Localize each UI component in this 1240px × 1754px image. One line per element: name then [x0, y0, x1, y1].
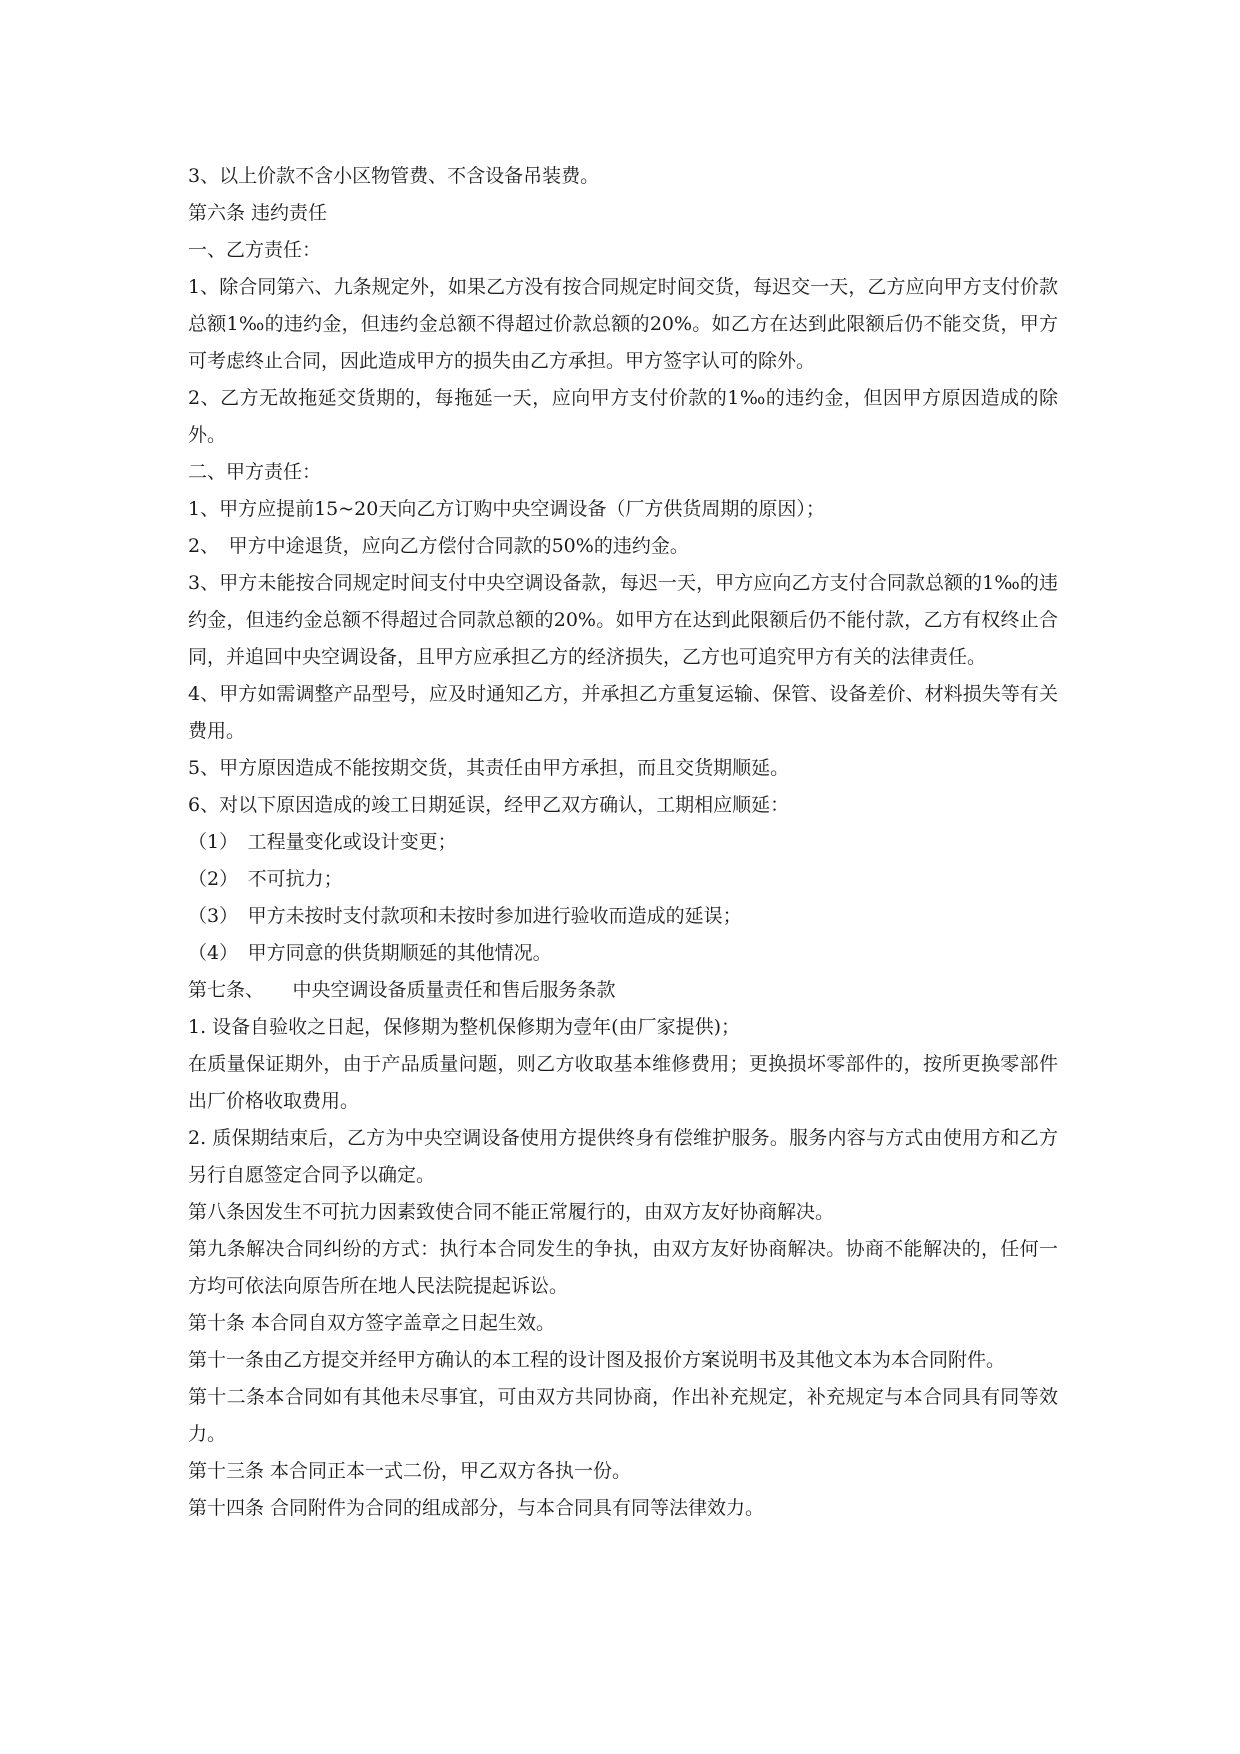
article-10: 第十条 本合同自双方签字盖章之日起生效。 — [188, 1312, 556, 1334]
party-a-liability-item-2: 2、 甲方中途退货，应向乙方偿付合同款的50%的违约金。 — [188, 535, 689, 557]
warranty-out-of-period: 在质量保证期外，由于产品质量问题，则乙方收取基本维修费用；更换损坏零部件的，按所更换零部件出厂价格收取费用。 — [188, 1053, 1058, 1112]
party-a-liability-item-6: 6、对以下原因造成的竣工日期延误，经甲乙双方确认，工期相应顺延： — [188, 794, 790, 816]
document-body — [188, 158, 1058, 1527]
warranty-item-1: 1. 设备自验收之日起，保修期为整机保修期为壹年(由厂家提供)； — [188, 1016, 740, 1038]
party-a-liability-heading: 二、甲方责任： — [188, 461, 322, 483]
article-11: 第十一条由乙方提交并经甲方确认的本工程的设计图及报价方案说明书及其他文本为本合同附件。 — [188, 1349, 1006, 1371]
article-9: 第九条解决合同纠纷的方式：执行本合同发生的争执，由双方友好协商解决。协商不能解决的，任何一方均可依法向原告所在地人民法院提起诉讼。 — [188, 1238, 1058, 1297]
article-8: 第八条因发生不可抗力因素致使合同不能正常履行的，由双方友好协商解决。 — [188, 1201, 835, 1223]
party-a-liability-item-4: 4、甲方如需调整产品型号，应及时通知乙方，并承担乙方重复运输、保管、设备差价、材料损失等有关费用。 — [188, 683, 1058, 742]
party-a-liability-item-3: 3、甲方未能按合同规定时间支付中央空调设备款，每迟一天，甲方应向乙方支付合同款总额的1‰的违约金，但违约金总额不得超过合同款总额的20%。如甲方在达到此限额后仍不能付款，乙方有权终止合同，并追回中央空调设备，且甲方应承担乙方的经济损失，乙方也可追究甲方有关的法律责任。 — [188, 572, 1058, 668]
delay-cause-item-1: （1） 工程量变化或设计变更； — [188, 831, 457, 853]
price-exclusion-clause: 3、以上价款不含小区物管费、不含设备吊装费。 — [188, 165, 600, 187]
party-b-liability-heading: 一、乙方责任： — [188, 239, 322, 261]
article-7-heading: 第七条、 中央空调设备质量责任和售后服务条款 — [188, 979, 616, 1001]
article-14: 第十四条 合同附件为合同的组成部分，与本合同具有同等法律效力。 — [188, 1497, 765, 1519]
warranty-item-2: 2. 质保期结束后，乙方为中央空调设备使用方提供终身有偿维护服务。服务内容与方式由使用方和乙方另行自愿签定合同予以确定。 — [188, 1127, 1058, 1186]
party-a-liability-item-1: 1、甲方应提前15~20天向乙方订购中央空调设备（厂方供货周期的原因）； — [188, 498, 825, 520]
delay-cause-item-4: （4） 甲方同意的供货期顺延的其他情况。 — [188, 942, 552, 964]
party-a-liability-item-5: 5、甲方原因造成不能按期交货，其责任由甲方承担，而且交货期顺延。 — [188, 757, 790, 779]
article-12: 第十二条本合同如有其他未尽事宜，可由双方共同协商，作出补充规定，补充规定与本合同具有同等效力。 — [188, 1386, 1058, 1445]
delay-cause-item-3: （3） 甲方未按时支付款项和未按时参加进行验收而造成的延误； — [188, 905, 742, 927]
party-b-liability-item-1: 1、除合同第六、九条规定外，如果乙方没有按合同规定时间交货，每迟交一天，乙方应向甲方支付价款总额1‰的违约金，但违约金总额不得超过价款总额的20%。如乙方在达到此限额后仍不能交货，甲方可考虑终止合同，因此造成甲方的损失由乙方承担。甲方签字认可的除外。 — [188, 276, 1058, 372]
delay-cause-item-2: （2） 不可抗力； — [188, 868, 343, 890]
article-6-heading: 第六条 违约责任 — [188, 202, 328, 224]
article-13: 第十三条 本合同正本一式二份，甲乙双方各执一份。 — [188, 1460, 632, 1482]
party-b-liability-item-2: 2、乙方无故拖延交货期的，每拖延一天，应向甲方支付价款的1‰的违约金，但因甲方原因造成的除外。 — [188, 387, 1058, 446]
